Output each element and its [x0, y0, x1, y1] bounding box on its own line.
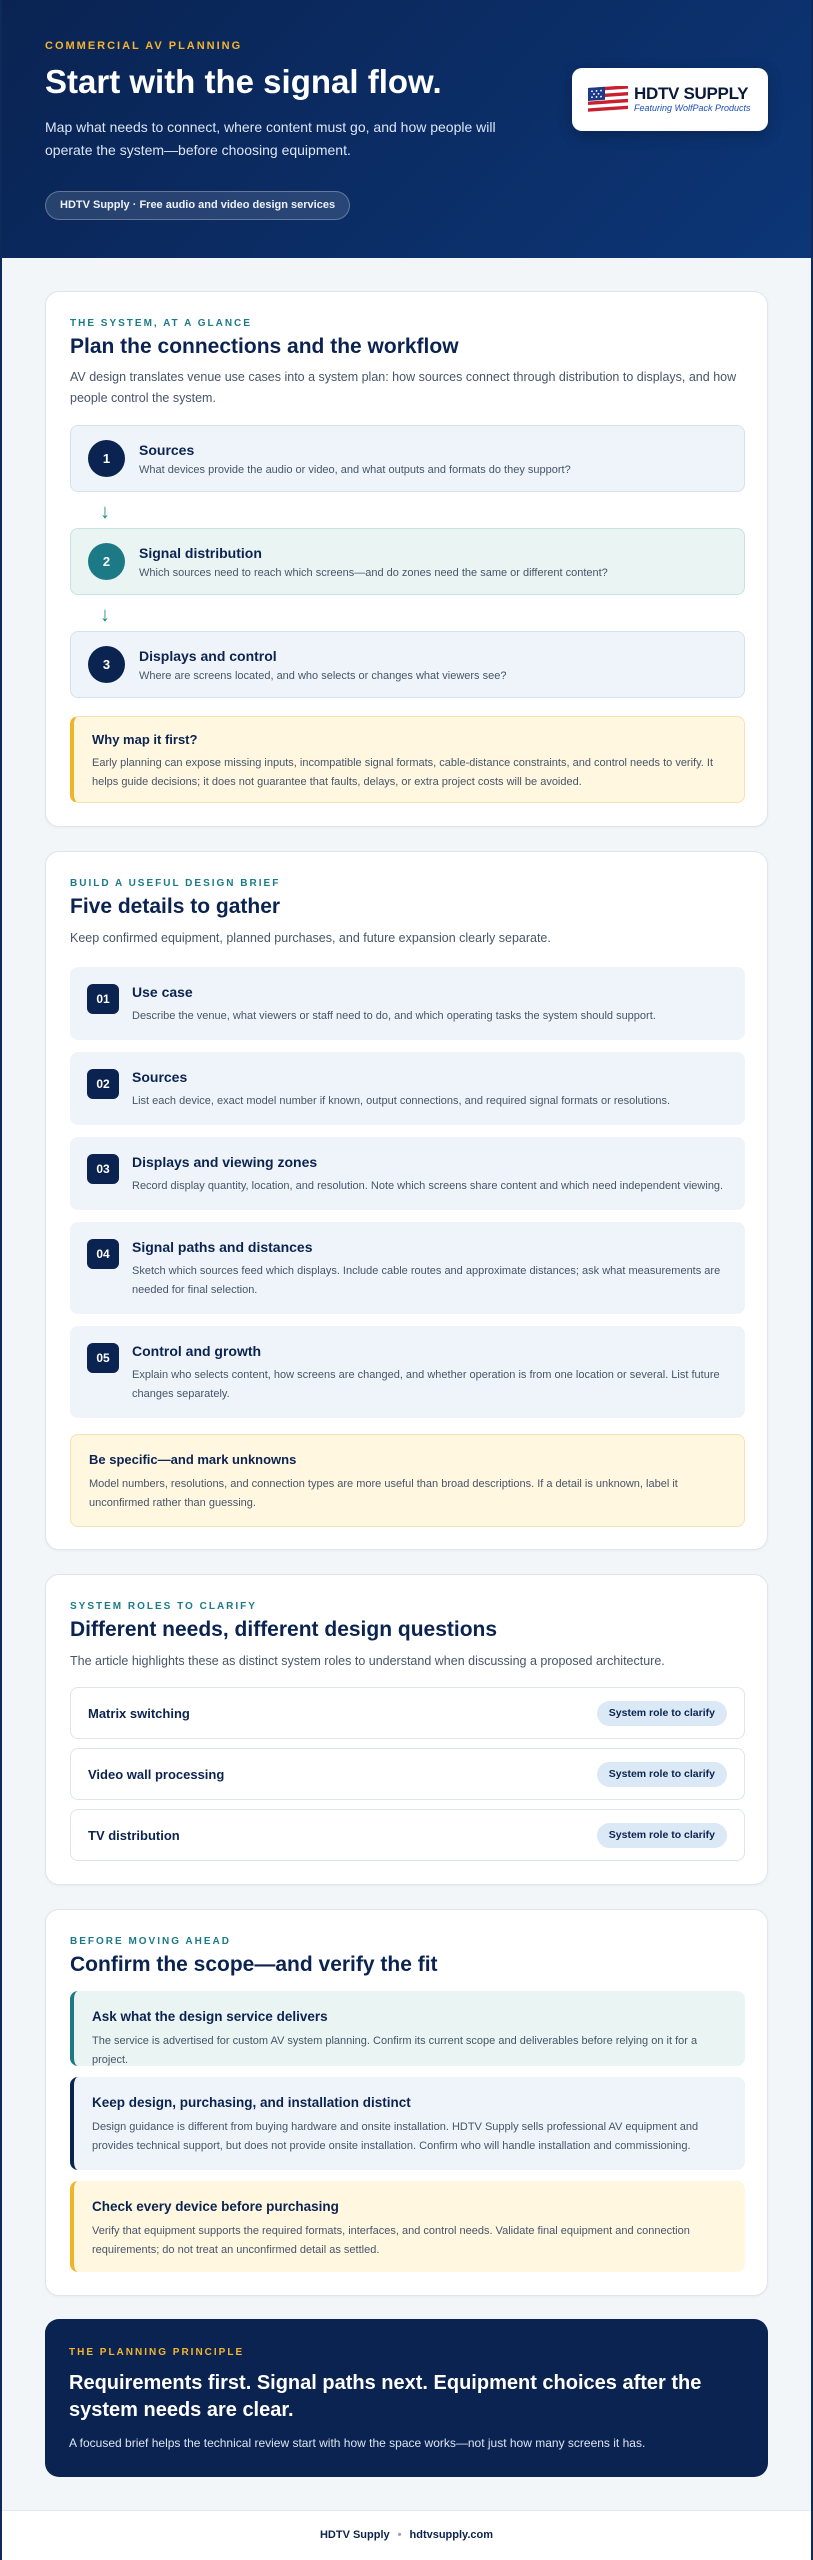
footer-brand: HDTV Supply [319, 2529, 390, 2541]
step-title: Signal distribution [139, 545, 262, 561]
brand-logo[interactable] [572, 68, 768, 131]
item-number: 02 [87, 1069, 119, 1099]
role-row-video-wall [70, 1748, 745, 1800]
system-overview-card [45, 291, 768, 827]
brief-item [70, 1222, 745, 1314]
footer-separator: • [397, 2529, 402, 2541]
role-name: Matrix switching [88, 1706, 190, 1721]
section-description: Keep confirmed equipment, planned purchases, and future expansion clearly separate. [70, 931, 551, 945]
principle-text: A focused brief helps the technical review start with how the space works—not just how many screens it has. [69, 2436, 646, 2450]
scope-item-title: Ask what the design service delivers [92, 2009, 328, 2024]
section-description: AV design translates venue use cases into a system plan: how sources connect through distribution to displays, and how people control the system. [70, 370, 737, 405]
scope-card [45, 1909, 768, 2296]
item-description: Sketch which sources feed which displays. Include cable routes and approximate distances; ask what measurements are needed for final selection. [132, 1265, 721, 1296]
section-eyebrow: THE SYSTEM, AT A GLANCE [70, 318, 252, 329]
principle-title: Requirements first. Signal paths next. Equipment choices after the system needs are clear. [69, 2372, 702, 2421]
step-description: What devices provide the audio or video, and what outputs and formats do they support? [139, 464, 571, 476]
section-eyebrow: SYSTEM ROLES TO CLARIFY [70, 1601, 257, 1612]
role-badge: System role to clarify [597, 1762, 727, 1787]
item-description: Describe the venue, what viewers or staff need to do, and which operating tasks the system should support. [132, 1010, 656, 1022]
role-badge: System role to clarify [597, 1701, 727, 1726]
item-number: 01 [87, 984, 119, 1014]
design-brief-card [45, 851, 768, 1550]
flow-step-sources [70, 425, 745, 492]
item-number: 05 [87, 1343, 119, 1373]
brief-item [70, 967, 745, 1040]
flow-step-displays [70, 631, 745, 698]
brief-item [70, 1326, 745, 1418]
step-number: 3 [88, 646, 125, 683]
flow-step-distribution [70, 528, 745, 595]
role-row-matrix-switching [70, 1687, 745, 1739]
scope-item-verify [70, 2181, 745, 2272]
hero-eyebrow: COMMERCIAL AV PLANNING [45, 40, 243, 52]
scope-item-text: Verify that equipment supports the required formats, interfaces, and control needs. Validate final equipment and connection requirements; do not treat an unconfirmed detail as settled. [92, 2225, 690, 2256]
step-description: Which sources need to reach which screens—and do zones need the same or different content? [139, 567, 608, 579]
principle-eyebrow: THE PLANNING PRINCIPLE [69, 2347, 245, 2358]
brief-item [70, 1052, 745, 1125]
role-badge: System role to clarify [597, 1823, 727, 1848]
callout-text: Model numbers, resolutions, and connection types are more useful than broad descriptions. If a detail is unknown, label it unconfirmed rather than guessing. [89, 1478, 678, 1509]
role-row-tv-distribution [70, 1809, 745, 1861]
hero-service-pill[interactable]: HDTV Supply · Free audio and video design services [45, 191, 350, 220]
be-specific-callout [70, 1434, 745, 1527]
scope-item-title: Keep design, purchasing, and installation distinct [92, 2095, 411, 2110]
role-name: Video wall processing [88, 1767, 225, 1782]
scope-item-distinct [70, 2077, 745, 2170]
item-description: Record display quantity, location, and resolution. Note which screens share content and which need independent viewing. [132, 1180, 724, 1192]
item-title: Use case [132, 984, 193, 1000]
callout-text: Early planning can expose missing inputs, incompatible signal formats, cable-distance constraints, and control needs to verify. It helps guide decisions; it does not guarantee that faults, delays, or extra project costs will be avoided. [92, 757, 714, 788]
why-map-callout [70, 716, 745, 803]
item-title: Control and growth [132, 1343, 262, 1359]
scope-item-service [70, 1991, 745, 2066]
system-roles-card [45, 1574, 768, 1885]
item-title: Sources [132, 1069, 188, 1085]
item-description: List each device, exact model number if known, output connections, and required signal formats or resolutions. [132, 1095, 671, 1107]
item-description: Explain who selects content, how screens are changed, and whether operation is from one location or several. List future changes separately. [132, 1369, 720, 1400]
item-number: 04 [87, 1239, 119, 1269]
page-footer [0, 2510, 813, 2560]
callout-title: Why map it first? [92, 732, 198, 747]
footer-website-link[interactable]: hdtvsupply.com [409, 2529, 494, 2541]
section-title: Five details to gather [70, 895, 281, 918]
section-eyebrow: BUILD A USEFUL DESIGN BRIEF [70, 878, 281, 889]
role-name: TV distribution [88, 1828, 180, 1843]
brief-item [70, 1137, 745, 1210]
scope-item-text: The service is advertised for custom AV system planning. Confirm its current scope and deliverables before relying on it for a project. [92, 2035, 698, 2066]
step-number: 1 [88, 440, 125, 477]
step-description: Where are screens located, and who selects or changes what viewers see? [139, 670, 507, 682]
step-number: 2 [88, 543, 125, 580]
section-title: Confirm the scope—and verify the fit [70, 1953, 438, 1976]
callout-title: Be specific—and mark unknowns [89, 1452, 297, 1467]
scope-item-text: Design guidance is different from buying hardware and onsite installation. HDTV Supply sells professional AV equipment and provides technical support, but does not provide onsite installation. Confirm who will handle installation and commissioning. [92, 2121, 699, 2152]
section-eyebrow: BEFORE MOVING AHEAD [70, 1936, 231, 1947]
hero-title: Start with the signal flow. [45, 63, 442, 100]
item-number: 03 [87, 1154, 119, 1184]
section-description: The article highlights these as distinct system roles to understand when discussing a proposed architecture. [70, 1654, 665, 1668]
hero-banner [0, 0, 813, 258]
step-title: Sources [139, 442, 195, 458]
down-arrow-icon: ↓ [100, 501, 110, 523]
planning-principle-banner [45, 2319, 768, 2477]
item-title: Displays and viewing zones [132, 1154, 318, 1170]
hero-subtitle: Map what needs to connect, where content must go, and how people will operate the system—before choosing equipment. [45, 119, 496, 158]
scope-item-title: Check every device before purchasing [92, 2199, 339, 2214]
us-flag-icon [588, 86, 628, 114]
section-title: Plan the connections and the workflow [70, 335, 459, 358]
item-title: Signal paths and distances [132, 1239, 313, 1255]
logo-tagline: Featuring WolfPack Products [634, 103, 751, 113]
section-title: Different needs, different design questions [70, 1618, 498, 1641]
step-title: Displays and control [139, 648, 277, 664]
down-arrow-icon: ↓ [100, 604, 110, 626]
logo-wordmark: HDTV SUPPLY [634, 84, 749, 103]
